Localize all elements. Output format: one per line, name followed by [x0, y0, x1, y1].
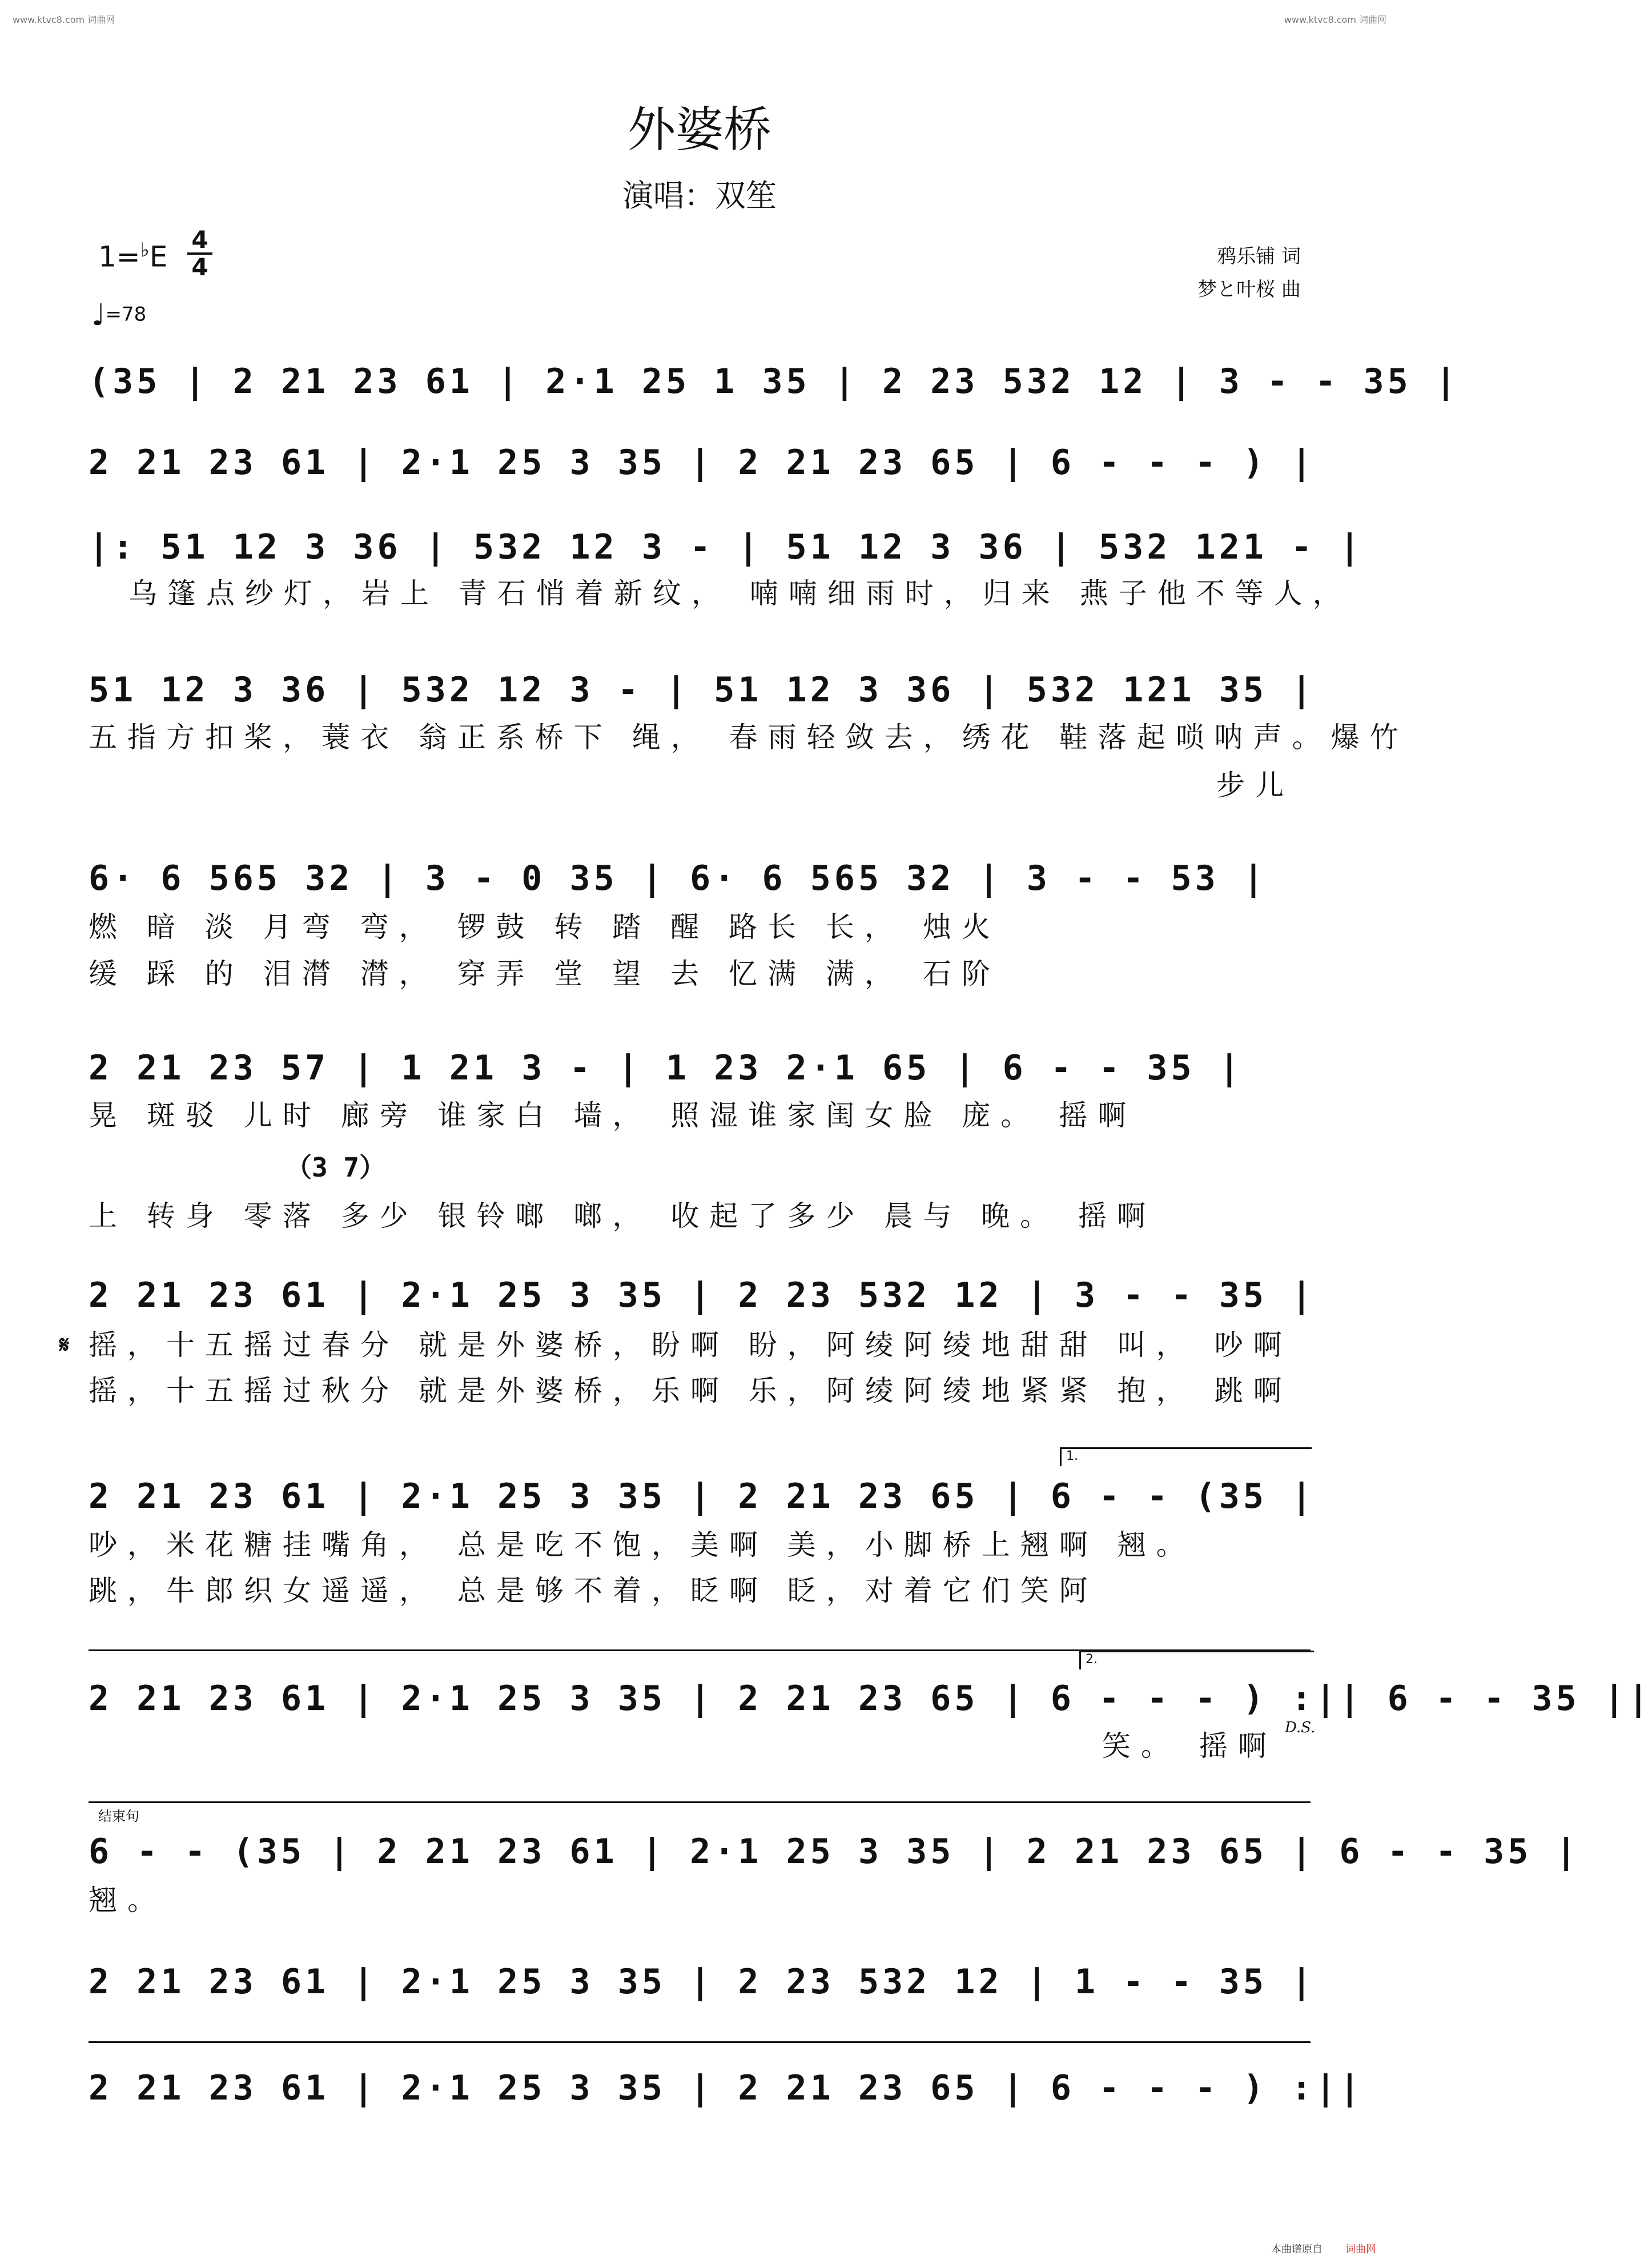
lyrics-row-6a: 晃 斑驳 儿时 廊旁 谁家白 墙， 照湿谁家闺女脸 庞。 摇啊: [89, 1099, 1137, 1132]
watermark-right: www.ktvc8.com 词曲网: [1284, 14, 1386, 25]
quarter-note-icon: ♩: [91, 298, 106, 332]
lyrics-row-5a: 燃 暗 淡 月弯 弯， 锣鼓 转 踏 醒 路长 长， 烛火: [89, 910, 1000, 944]
singer-line: 演唱：双笙: [622, 178, 777, 214]
score-row-12: 2 21 23 61 | 2·1 25 3 35 | 2 21 23 65 | 6 - - - ) :||: [89, 2068, 1364, 2108]
section-rule-3: [89, 2041, 1311, 2043]
lyrics-row-5b: 缓 踩 的 泪潸 潸， 穿弄 堂 望 去 忆满 满， 石阶: [89, 957, 1000, 990]
lyrics-row-3: 乌篷点纱灯，岩上 青石悄着新纹， 喃喃细雨时，归来 燕子他不等人，: [128, 577, 1352, 610]
watermark-bottom-site: 词曲网: [1345, 2243, 1376, 2255]
lyricist: 鸦乐铺 词: [1217, 245, 1301, 268]
score-row-1: (35 | 2 21 23 61 | 2·1 25 1 35 | 2 23 532 12 | 3 - - 35 |: [89, 362, 1460, 402]
lyrics-row-7b: 摇，十五摇过秋分 就是外婆桥，乐啊 乐，阿绫阿绫地紧紧 抱， 跳啊: [89, 1374, 1292, 1407]
lyrics-row-8b: 跳，牛郎织女遥遥， 总是够不着，眨啊 眨，对着它们笑阿: [89, 1574, 1098, 1607]
score-row-2: 2 21 23 61 | 2·1 25 3 35 | 2 21 23 65 | 6 - - - ) |: [89, 443, 1316, 483]
key-prefix: 1=: [98, 240, 140, 274]
alt-notes-37: （3 7）: [286, 1152, 386, 1183]
section-rule-2: [89, 1801, 1311, 1803]
key-signature: [98, 239, 167, 274]
score-row-8: 2 21 23 61 | 2·1 25 3 35 | 2 21 23 65 | 6 - - (35 |: [89, 1476, 1316, 1516]
lyrics-row-10: 翘。: [89, 1884, 166, 1917]
lyrics-row-9: 笑。 摇啊: [1102, 1729, 1277, 1763]
score-row-7: 2 21 23 61 | 2·1 25 3 35 | 2 23 532 12 | 3 - - 35 |: [89, 1275, 1316, 1315]
watermark-bottom: [1271, 2241, 1376, 2256]
volta-2: 2.: [1079, 1651, 1314, 1669]
ending-label: 结束句: [98, 1808, 139, 1824]
key-note: E: [149, 240, 168, 274]
time-signature-top: 4: [191, 226, 208, 254]
watermark-left: www.ktvc8.com 词曲网: [13, 14, 115, 25]
tempo-marking: [91, 298, 146, 332]
ds-mark: D.S.: [1285, 1719, 1316, 1736]
time-signature-bottom: 4: [187, 252, 212, 280]
composer: 梦と叶桜 曲: [1197, 278, 1301, 301]
score-row-5: 6· 6 565 32 | 3 - 0 35 | 6· 6 565 32 | 3 - - 53 |: [89, 858, 1268, 898]
lyrics-row-6b: 上 转身 零落 多少 银铃啷 啷， 收起了多少 晨与 晚。 摇啊: [89, 1199, 1156, 1233]
lyrics-row-7a: 摇，十五摇过春分 就是外婆桥，盼啊 盼，阿绫阿绫地甜甜 叫， 吵啊: [89, 1328, 1292, 1362]
lyrics-row-8a: 吵，米花糖挂嘴角， 总是吃不饱，美啊 美，小脚桥上翘啊 翘。: [89, 1528, 1195, 1561]
tempo-value: =78: [105, 303, 147, 326]
score-row-4: 51 12 3 36 | 532 12 3 - | 51 12 3 36 | 532 121 35 |: [89, 670, 1316, 710]
flat-icon: ♭: [140, 239, 150, 262]
score-row-10: 6 - - (35 | 2 21 23 61 | 2·1 25 3 35 | 2 21 23 65 | 6 - - 35 |: [89, 1832, 1580, 1872]
volta-1: 1.: [1060, 1447, 1312, 1466]
score-row-6: 2 21 23 57 | 1 21 3 - | 1 23 2·1 65 | 6 - - 35 |: [89, 1048, 1243, 1088]
time-signature: [187, 227, 212, 280]
lyrics-row-4b: 步儿: [1216, 769, 1294, 802]
credits: [1197, 240, 1301, 306]
score-row-3: |: 51 12 3 36 | 532 12 3 - | 51 12 3 36 | 532 121 - |: [89, 527, 1364, 567]
watermark-bottom-text: 本曲谱原自: [1271, 2243, 1323, 2255]
song-title: 外婆桥: [627, 102, 771, 158]
score-row-9: 2 21 23 61 | 2·1 25 3 35 | 2 21 23 65 | 6 - - - ) :|| 6 - - 35 ||: [89, 1679, 1652, 1719]
segno-icon: 𝄋: [59, 1332, 70, 1358]
lyrics-row-4a: 五指方扣桨，蓑衣 翁正系桥下 绳， 春雨轻敛去，绣花 鞋落起唢呐声。爆竹: [89, 721, 1409, 754]
score-row-11: 2 21 23 61 | 2·1 25 3 35 | 2 23 532 12 | 1 - - 35 |: [89, 1962, 1316, 2002]
